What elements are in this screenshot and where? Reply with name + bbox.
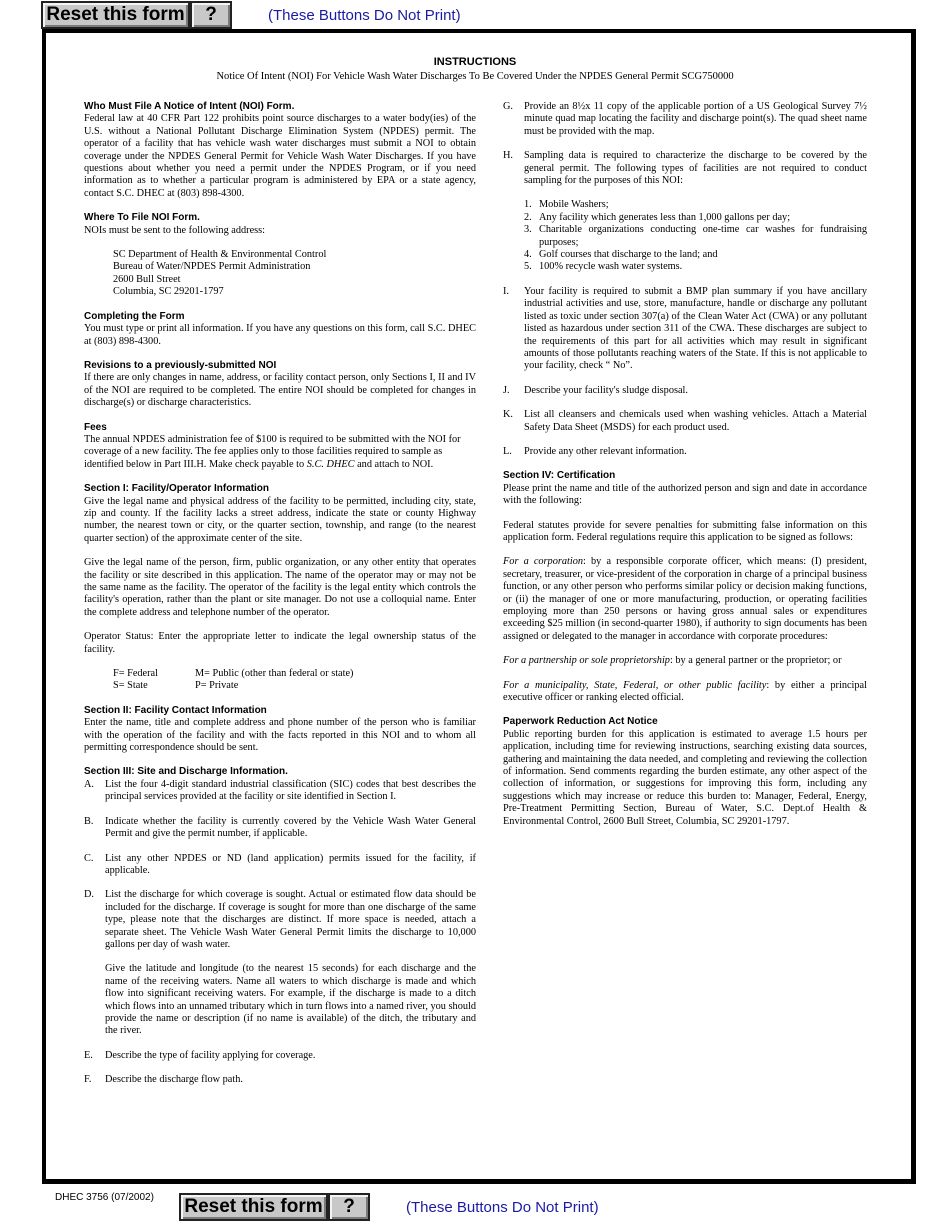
item-label: B. [84,815,94,827]
penalties-text: Federal statutes provide for severe penalties for submitting false information on this application form. Federal regulations require this application to be signed as follows: [503,519,867,543]
partnership-signatory [503,655,867,667]
signatory-type: For a corporation [503,556,584,568]
item-number: 4. [524,249,532,261]
paperwork-text: Public reporting burden for this application is estimated to average 1.5 hours per application, including time for reviewing instructions, searching existing data sources, gathering and maintaining the data needed, and completing and reviewing the collection of information. Send comments regarding the burden estimate, any other aspect of the collection of information, or suggestions for improving this form, including any suggestions which may increase or reduce this burden to: Manager, Federal, Energy, Pre-Treatment Permitting Section, Bureau of Water, S.C. Dept.of Health & Environmental Control, 2600 Bull Street, Columbia, SC 29201-1797. [503,728,867,827]
item-number: 2. [524,211,532,223]
paperwork-notice [503,716,867,828]
list-item [524,249,867,261]
item-label: F. [84,1074,92,1086]
revisions-section [84,360,476,410]
item-label: E. [84,1049,93,1061]
section1-heading: Section I: Facility/Operator Information [84,483,270,495]
help-button-bottom[interactable]: ? [328,1193,370,1221]
item-number: 5. [524,261,532,273]
revisions-heading: Revisions to a previously-submitted NOI [84,359,277,371]
list-item [503,385,867,397]
mailing-address [113,249,476,299]
item-label: K. [503,409,514,421]
address-line: SC Department of Health & Environmental Control [113,249,327,261]
fees-payee: S.C. DHEC [306,458,355,470]
list-item [524,212,867,224]
item-text: Describe the discharge flow path. [105,1074,243,1086]
reset-form-button-top[interactable]: Reset this form [41,1,190,29]
item-text: List all cleansers and chemicals used when washing vehicles. Attach a Material Safety Data Sheet (MSDS) for each product used. [524,409,867,433]
list-item [524,224,867,249]
completing-heading: Completing the Form [84,310,185,322]
completing-text: You must type or print all information. If you have any questions on this form, call S.C. DHEC at (803) 898-4300. [84,323,476,347]
list-item-continued [84,963,476,1037]
item-text: Golf courses that discharge to the land; and [539,249,718,261]
list-item [84,853,476,878]
list-item [503,286,867,373]
list-item [524,261,867,273]
signatory-text: : by a responsible corporate officer, which means: (I) president, secretary, treasurer, or vice-president of the corporation in charge of a principal business function, or any other person who performs similar policy or decision making functions, or (ii) the manager of one or more manufacturing, production, or operating facilities employing more than 250 persons or having gross annual sales or expenditures exceeding $25 million (in second-quarter 1980), if authority to sign documents has been assigned or delegated to the manager in accordance with corporate procedures: [503,556,867,642]
list-item [84,1074,476,1086]
item-label: A. [84,778,95,790]
section2-text: Enter the name, title and complete address and phone number of the person who is familiar with the operation of the facility and with the facts reported in this NOI and to whom all permitting correspondence should be sent. [84,717,476,754]
who-section [84,101,476,200]
list-item [503,150,867,187]
operator-status-codes [113,668,476,693]
fees-section [84,422,476,472]
right-column [503,101,867,840]
section1-status: Operator Status: Enter the appropriate letter to indicate the legal ownership status of the facility. [84,631,476,655]
list-item [84,816,476,841]
item-label: J. [503,384,510,396]
item-text: Describe your facility's sludge disposal. [524,384,688,396]
list-item [84,1050,476,1062]
revisions-text: If there are only changes in name, address, or facility contact person, only Sections I, II and IV of the NOI are required to be completed. The entire NOI should be completed for changes in discharge(s) or discharge characteristics. [84,372,476,409]
page-title: INSTRUCTIONS [433,56,517,68]
item-indent [84,963,105,1037]
signatory-text: : by either a principal executive officer or ranking elected official. [503,679,867,704]
item-text: Provide an 8½x 11 copy of the applicable portion of a US Geological Survey 7½ minute quad map locating the facility and discharge point(s). The quad sheet name must be provided with the map. [524,101,867,137]
item-label: C. [84,852,94,864]
section1-operator: Give the legal name of the person, firm, public organization, or any other entity that operates the facility or site described in this application. The name of the operator may or may not be the same name as the facility. The operator of the facility is the legal entity which controls the facility's operation, rather than the plant or site manager. Do not use a colloquial name. Enter the complete address and telephone number of the operator. [84,557,476,618]
fees-text: The annual NPDES administration fee of $100 is required to be submitted with the NOI for coverage of a new facility. The fee applies only to those facilities required to sample as identified below in Part III.H. Make check payable to [84,433,461,470]
item-text: Describe the type of facility applying for coverage. [105,1049,316,1061]
list-item [503,446,867,458]
item-label: D. [84,889,95,901]
section3 [84,766,476,1086]
corporation-signatory [503,556,867,643]
page-subtitle: Notice Of Intent (NOI) For Vehicle Wash Water Discharges To Be Covered Under the NPDES General Permit SCG750000 [216,71,734,82]
section2-heading: Section II: Facility Contact Information [84,704,267,716]
item-text: Provide any other relevant information. [524,445,687,457]
item-label: L. [503,445,512,457]
fees-text-end: and attach to NOI. [354,458,434,470]
section2 [84,705,476,755]
list-item [503,409,867,434]
item-label: G. [503,101,514,112]
address-line: Columbia, SC 29201-1797 [113,286,224,298]
where-text: NOIs must be sent to the following address: [84,224,266,236]
item-text: Give the latitude and longitude (to the nearest 15 seconds) for each discharge and the name of the receiving waters. Name all waters to which discharge is made and which flow into significant receiving waters. For example, if the discharge is made to a ditch which flows into an unnamed tributary which in turn flows into a named river, you should provide the name or description (if no name is available) of the ditch, the tributary and the river. [105,963,476,1037]
completing-section [84,311,476,348]
where-section [84,212,476,237]
address-line: Bureau of Water/NPDES Permit Administration [113,261,311,273]
sampling-exemptions [524,199,867,273]
item-text: Charitable organizations conducting one-time car washes for fundraising purposes; [539,224,867,248]
fees-heading: Fees [84,421,107,433]
item-label: I. [503,285,510,297]
signatory-type: For a municipality, State, Federal, or other public facility [503,679,767,691]
status-code: P= Private [195,680,239,692]
item-text: List any other NPDES or ND (land application) permits issued for the facility, if applicable. [105,852,476,876]
item-text: Any facility which generates less than 1,000 gallons per day; [539,211,791,223]
item-text: Mobile Washers; [539,199,609,211]
municipality-signatory [503,680,867,705]
signatory-type: For a partnership or sole proprietorship [503,655,670,667]
paperwork-heading: Paperwork Reduction Act Notice [503,716,658,728]
section4 [503,470,867,507]
buttons-note-bottom: (These Buttons Do Not Print) [406,1199,599,1216]
item-text: Sampling data is required to characterize the discharge to be covered by the general permit. The following types of facilities are not required to conduct sampling for the purposes of this NOI: [524,150,867,187]
signatory-text: : by a general partner or the proprietor; or [669,655,842,667]
who-text: Federal law at 40 CFR Part 122 prohibits point source discharges to a water body(ies) of the U.S. without a National Pollutant Discharge Elimination System (NPDES) permit. The operator of a facility that has vehicle wash water discharges must submit a NOI to obtain coverage under the NPDES General Permit for Vehicle Wash Water Discharges. If you have questions about whether you need a permit under the NPDES Program, or if you need information as to whether a particular program is administered by EPA or a state agency, contact S.C. DHEC at (803) 898-4300. [84,113,476,199]
status-code: F= Federal [113,668,158,680]
item-number: 3. [524,224,532,236]
status-code: M= Public (other than federal or state) [195,668,354,680]
help-button-top[interactable]: ? [190,1,232,29]
item-text: 100% recycle wash water systems. [539,261,683,273]
status-code: S= State [113,680,148,692]
item-label: H. [503,150,514,162]
reset-form-button-bottom[interactable]: Reset this form [179,1193,328,1221]
left-column [84,101,476,1099]
list-item [84,779,476,804]
section1 [84,483,476,545]
item-text: Indicate whether the facility is currently covered by the Vehicle Wash Water General Permit and give the permit number, if applicable. [105,815,476,840]
list-item [84,889,476,951]
where-heading: Where To File NOI Form. [84,212,200,224]
buttons-note-top: (These Buttons Do Not Print) [268,7,461,24]
who-heading: Who Must File A Notice of Intent (NOI) Form. [84,101,295,112]
list-item [503,101,867,138]
item-number: 1. [524,199,532,211]
item-text: Your facility is required to submit a BMP plan summary if you have ancillary industrial activities and use, store, manufacture, handle or discharge any pollutant listed as toxic under section 307(a) of the Clean Water Act (CWA) or any pollutant listed as hazardous under section 311 of the CWA. These discharges are subject to the requirements of this part for all activities which may result in significant amounts of those pollutants reaching waters of the State. If this is not applicable to your facility, check “ No”. [524,285,867,372]
section3-heading: Section III: Site and Discharge Information. [84,766,288,778]
address-line: 2600 Bull Street [113,273,181,285]
section4-heading: Section IV: Certification [503,470,616,482]
section1-text: Give the legal name and physical address of the facility to be permitted, including city, state, zip and county. If the facility lacks a street address, indicate the state or county Highway number, the nearest town or city, or the quarter section, township, and range (to the nearest quarter section) of the approximate center of the site. [84,495,476,544]
list-item [524,199,867,211]
item-text: List the discharge for which coverage is sought. Actual or estimated flow data should be included for the discharge. If coverage is sought for more than one discharge of the same type, please note that the discharges are distinct. If more space is needed, attach a separate sheet. The Vehicle Wash Water General Permit limits the discharge to 10,000 gallons per day of wash water. [105,889,476,950]
section4-text: Please print the name and title of the authorized person and sign and date in accordance with the following: [503,482,867,507]
form-code: DHEC 3756 (07/2002) [55,1192,154,1203]
item-text: List the four 4-digit standard industrial classification (SIC) codes that best describes the principal services provided at the facility or site identified in Section I. [105,778,476,803]
